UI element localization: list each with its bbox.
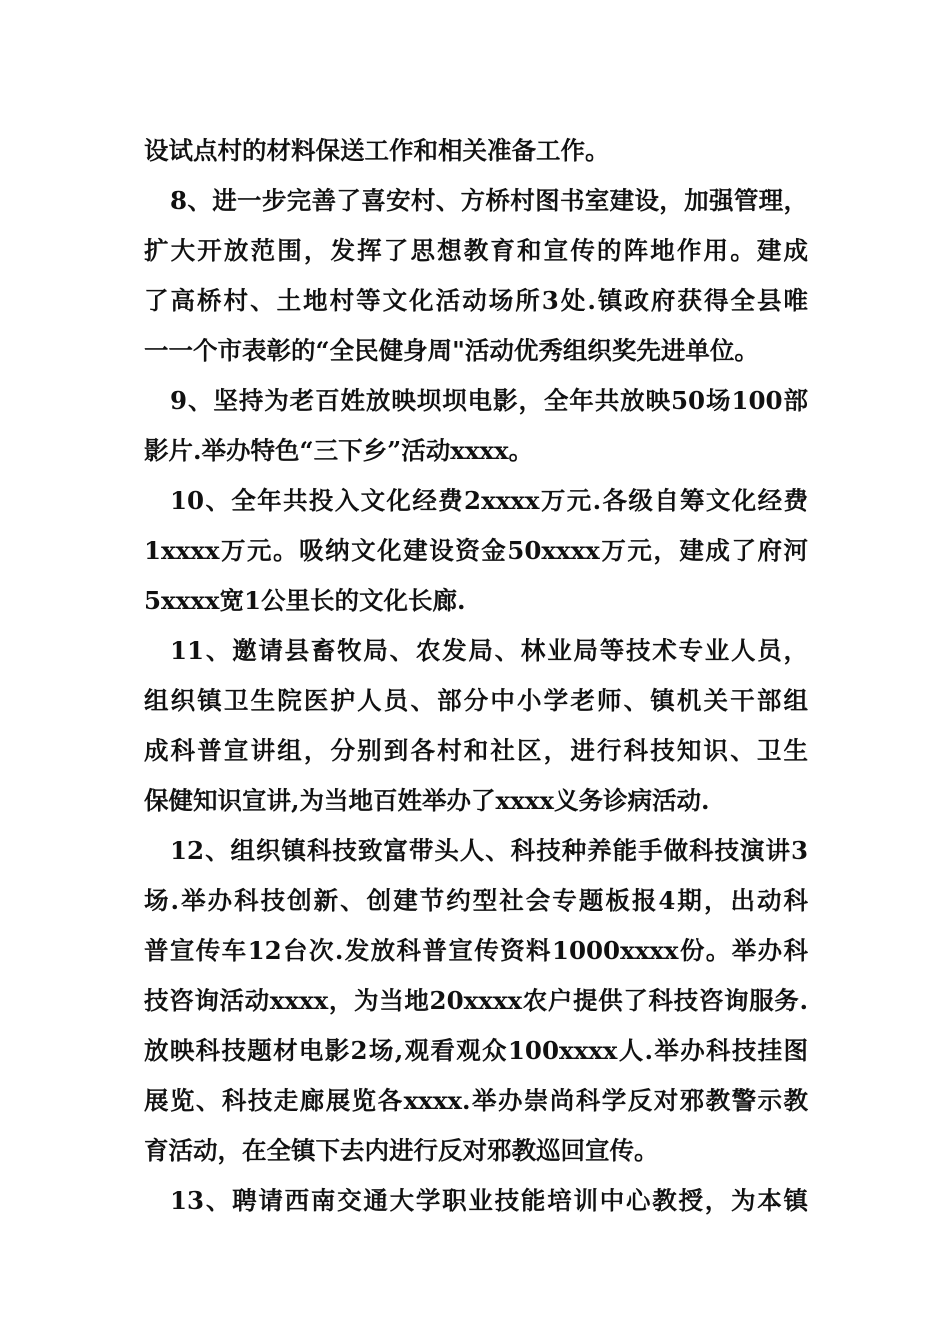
text-line: 扩大开放范围，发挥了思想教育和宣传的阵地作用。建成 <box>144 236 808 265</box>
document-body <box>144 126 808 1226</box>
text-line: 13、聘请西南交通大学职业技能培训中心教授，为本镇 <box>170 1186 808 1215</box>
text-line: 组织镇卫生院医护人员、部分中小学老师、镇机关干部组 <box>144 686 808 715</box>
text-line: 展览、科技走廊展览各xxxx.举办崇尚科学反对邪教警示教 <box>144 1086 808 1115</box>
text-line: 保健知识宣讲,为当地百姓举办了xxxx义务诊病活动. <box>144 786 710 815</box>
text-line: 技咨询活动xxxx，为当地20xxxx农户提供了科技咨询服务. <box>144 986 808 1015</box>
text-line: 8、进一步完善了喜安村、方桥村图书室建设，加强管理， <box>170 186 808 215</box>
document-text <box>144 126 808 1226</box>
text-line: 了高桥村、土地村等文化活动场所3处.镇政府获得全县唯 <box>144 286 808 315</box>
text-line: 成科普宣讲组，分别到各村和社区，进行科技知识、卫生 <box>144 736 808 765</box>
text-line: 普宣传车12台次.发放科普宣传资料1000xxxx份。举办科 <box>144 936 808 965</box>
text-line: 10、全年共投入文化经费2xxxx万元.各级自筹文化经费 <box>170 486 808 515</box>
text-line: 影片.举办特色“三下乡”活动xxxx。 <box>144 436 534 465</box>
text-line: 1xxxx万元。吸纳文化建设资金50xxxx万元，建成了府河 <box>144 536 808 565</box>
text-line: 12、组织镇科技致富带头人、科技种养能手做科技演讲3 <box>170 836 808 865</box>
text-line: 场.举办科技创新、创建节约型社会专题板报4期，出动科 <box>144 886 808 915</box>
text-line: 放映科技题材电影2场,观看观众100xxxx人.举办科技挂图 <box>144 1036 808 1065</box>
text-line: 5xxxx宽1公里长的文化长廊. <box>144 586 466 615</box>
text-line: 育活动，在全镇下去内进行反对邪教巡回宣传。 <box>144 1136 659 1165</box>
text-line: 一一个市表彰的“全民健身周"活动优秀组织奖先进单位。 <box>144 336 759 365</box>
text-line: 设试点村的材料保送工作和相关准备工作。 <box>144 136 610 165</box>
text-line: 9、坚持为老百姓放映坝坝电影，全年共放映50场100部 <box>170 386 808 415</box>
text-line: 11、邀请县畜牧局、农发局、林业局等技术专业人员， <box>170 636 808 665</box>
